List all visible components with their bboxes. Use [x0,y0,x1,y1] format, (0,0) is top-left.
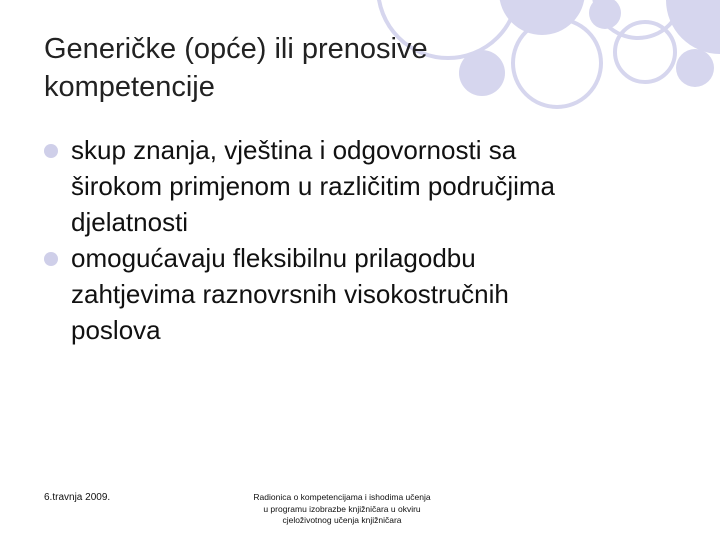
circle-outline-4 [615,22,675,82]
circle-filled-4 [676,49,714,87]
footer-caption-line-3: cjeloživotnog učenja knjižničara [282,515,402,525]
circle-filled-5 [589,0,621,29]
slide-title-line-1: Generičke (opće) ili prenosive [44,33,428,65]
footer-caption-line-2: u programu izobrazbe knjižničara u okviru [263,503,421,514]
bullet-item-1 [44,132,684,240]
bullet-2-line-3: poslova [71,315,161,345]
bullet-1-line-1: skup znanja, vještina i odgovornosti sa [71,135,517,165]
bullet-dot-icon [44,144,58,158]
slide-title-line-2: kompetencije [44,71,215,103]
bullet-2-line-1: omogućavaju fleksibilnu prilagodbu [71,243,476,273]
bullet-1-line-3: djelatnosti [71,207,189,237]
footer-caption [228,492,456,527]
footer-date: 6.travnja 2009. [44,492,111,503]
bullet-item-2 [44,240,684,348]
bullet-2-line-2: zahtjevima raznovrsnih visokostručnih [71,279,509,309]
circle-filled-1 [499,0,585,35]
slide-title [44,30,504,106]
footer-caption-line-1: Radionica o kompetencijama i ishodima učenja [253,492,431,502]
bullet-list [44,132,684,348]
bullet-dot-icon [44,252,58,266]
bullet-1-line-2: širokom primjenom u različitim područjima [71,171,556,201]
